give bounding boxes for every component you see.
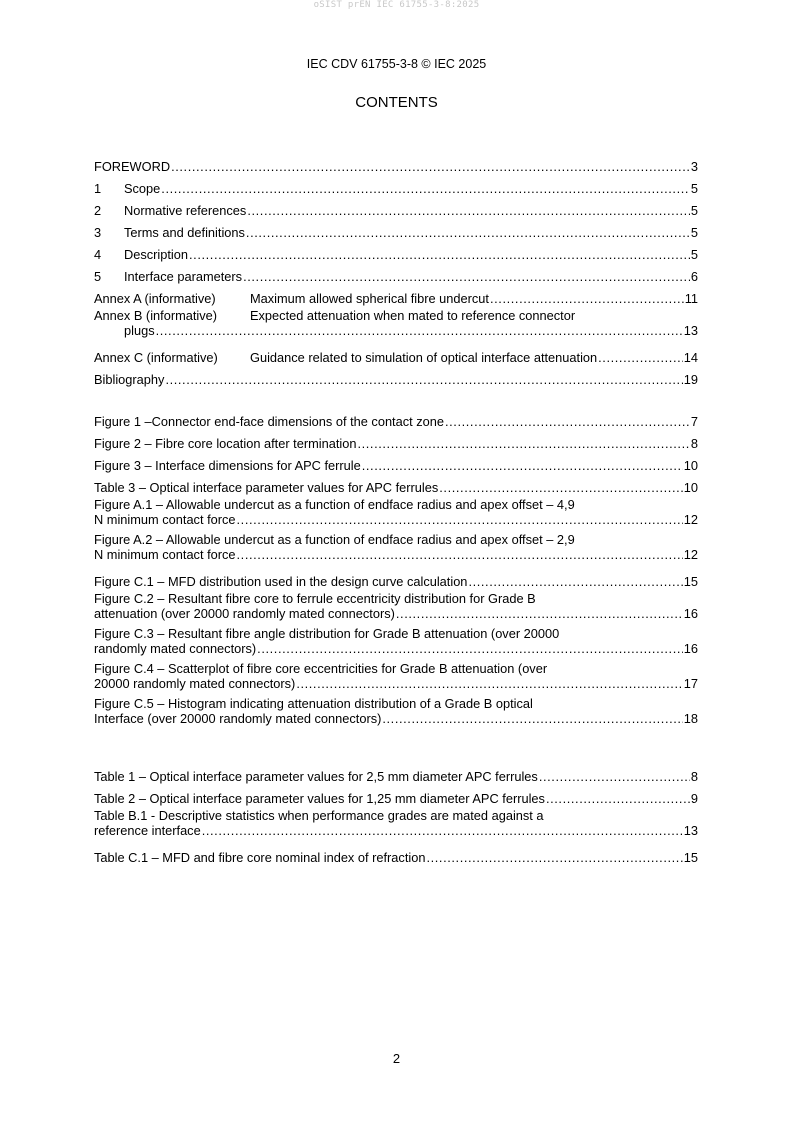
toc-label-continued: attenuation (over 20000 randomly mated connectors) — [94, 606, 395, 621]
toc-label-continued: plugs — [124, 323, 155, 338]
toc-label-continued: N minimum contact force — [94, 547, 236, 562]
toc-entry-figure[interactable] — [94, 429, 698, 451]
annex-label: Annex A (informative) — [94, 291, 216, 306]
toc-page: 12 — [683, 512, 698, 527]
toc-label: Figure 3 – Interface dimensions for APC ferrule — [94, 458, 361, 473]
toc-label-continued: randomly mated connectors) — [94, 641, 257, 656]
toc-label: Figure 1 –Connector end-face dimensions of the contact zone — [94, 414, 444, 429]
toc-label: Figure C.5 – Histogram indicating attenuation distribution of a Grade B optical — [94, 696, 533, 711]
toc-label: Figure A.1 – Allowable undercut as a function of endface radius and apex offset – 4,9 — [94, 497, 575, 512]
toc-entry-foreword[interactable] — [94, 152, 698, 174]
toc-label: Figure A.2 – Allowable undercut as a function of endface radius and apex offset – 2,9 — [94, 532, 575, 547]
toc-page: 18 — [683, 711, 698, 726]
toc-entry-figure[interactable] — [94, 696, 698, 726]
toc-figures — [94, 407, 698, 731]
toc-page: 19 — [683, 372, 698, 387]
toc-entry-annex-c[interactable] — [94, 343, 698, 365]
toc-page: 13 — [683, 323, 698, 338]
section-number: 2 — [94, 203, 102, 218]
toc-page: 10 — [683, 458, 698, 473]
page-title: CONTENTS — [355, 94, 438, 111]
toc-label: Table 2 – Optical interface parameter values for 1,25 mm diameter APC ferrules — [94, 791, 545, 806]
toc-page: 6 — [690, 269, 698, 284]
toc-page: 16 — [683, 641, 698, 656]
watermark: oSIST prEN IEC 61755-3-8:2025 — [313, 0, 480, 10]
section-number: 1 — [94, 181, 102, 196]
toc-label: Figure C.1 – MFD distribution used in the design curve calculation — [94, 574, 468, 589]
toc-label: Figure C.3 – Resultant fibre angle distribution for Grade B attenuation (over 20000 — [94, 626, 560, 641]
toc-page: 11 — [684, 291, 698, 306]
section-number: 4 — [94, 247, 102, 262]
toc-entry-terms[interactable] — [94, 218, 698, 240]
toc-page: 14 — [683, 350, 698, 365]
toc-entry-table[interactable] — [94, 843, 698, 865]
toc-page: 16 — [683, 606, 698, 621]
toc-entry-figure[interactable] — [94, 451, 698, 473]
toc-page: 10 — [683, 480, 698, 495]
toc-entry-interface-parameters[interactable] — [94, 262, 698, 284]
toc-sections — [94, 152, 698, 387]
toc-label: Interface parameters — [124, 269, 243, 284]
toc-entry-table[interactable] — [94, 784, 698, 806]
toc-label: Table B.1 - Descriptive statistics when performance grades are mated against a — [94, 808, 544, 823]
toc-tables — [94, 762, 698, 865]
toc-label: Description — [124, 247, 189, 262]
page-number: 2 — [392, 1051, 401, 1066]
toc-page: 5 — [690, 203, 698, 218]
toc-label: Scope — [124, 181, 161, 196]
annex-label: Annex C (informative) — [94, 350, 218, 365]
section-number: 5 — [94, 269, 102, 284]
toc-entry-figure[interactable] — [94, 591, 698, 621]
toc-label: Table 1 – Optical interface parameter values for 2,5 mm diameter APC ferrules — [94, 769, 538, 784]
toc-label: Figure C.4 – Scatterplot of fibre core eccentricities for Grade B attenuation (over — [94, 661, 548, 676]
toc-page: 3 — [690, 159, 698, 174]
toc-entry-table[interactable] — [94, 473, 698, 495]
toc-label: Normative references — [124, 203, 247, 218]
toc-label: FOREWORD — [94, 159, 171, 174]
toc-label: Table 3 – Optical interface parameter values for APC ferrules — [94, 480, 439, 495]
toc-entry-normative-references[interactable] — [94, 196, 698, 218]
toc-page: 13 — [683, 823, 698, 838]
toc-entry-table[interactable] — [94, 762, 698, 784]
toc-entry-annex-b[interactable] — [94, 308, 698, 338]
toc-label: Terms and definitions — [124, 225, 245, 240]
toc-page: 5 — [690, 225, 698, 240]
toc-label: Guidance related to simulation of optical interface attenuation — [250, 350, 598, 365]
toc-entry-figure[interactable] — [94, 626, 698, 656]
toc-label-continued: reference interface — [94, 823, 201, 838]
toc-entry-annex-a[interactable] — [94, 284, 698, 306]
toc-entry-table[interactable] — [94, 808, 698, 838]
toc-entry-figure[interactable] — [94, 407, 698, 429]
toc-page: 7 — [690, 414, 698, 429]
section-number: 3 — [94, 225, 102, 240]
annex-label: Annex B (informative) — [94, 308, 218, 323]
toc-label: Figure C.2 – Resultant fibre core to ferrule eccentricity distribution for Grade B — [94, 591, 536, 606]
toc-entry-figure[interactable] — [94, 567, 698, 589]
toc-label: Bibliography — [94, 372, 165, 387]
toc-page: 9 — [690, 791, 698, 806]
document-header: IEC CDV 61755-3-8 © IEC 2025 — [306, 57, 487, 71]
toc-page: 5 — [690, 181, 698, 196]
toc-label: Figure 2 – Fibre core location after termination — [94, 436, 357, 451]
toc-entry-figure[interactable] — [94, 661, 698, 691]
toc-page: 17 — [683, 676, 698, 691]
toc-label: Expected attenuation when mated to reference connector — [250, 308, 576, 323]
toc-page: 12 — [683, 547, 698, 562]
toc-page: 15 — [683, 574, 698, 589]
toc-page: 5 — [690, 247, 698, 262]
toc-label-continued: 20000 randomly mated connectors) — [94, 676, 296, 691]
toc-page: 15 — [683, 850, 698, 865]
toc-label: Maximum allowed spherical fibre undercut — [250, 291, 489, 306]
toc-entry-scope[interactable] — [94, 174, 698, 196]
toc-label-continued: N minimum contact force — [94, 512, 236, 527]
toc-label: Table C.1 – MFD and fibre core nominal index of refraction — [94, 850, 426, 865]
toc-entry-description[interactable] — [94, 240, 698, 262]
toc-entry-figure[interactable] — [94, 497, 698, 527]
toc-page: 8 — [690, 769, 698, 784]
toc-entry-figure[interactable] — [94, 532, 698, 562]
toc-entry-bibliography[interactable] — [94, 365, 698, 387]
toc-page: 8 — [690, 436, 698, 451]
toc-label-continued: Interface (over 20000 randomly mated connectors) — [94, 711, 382, 726]
